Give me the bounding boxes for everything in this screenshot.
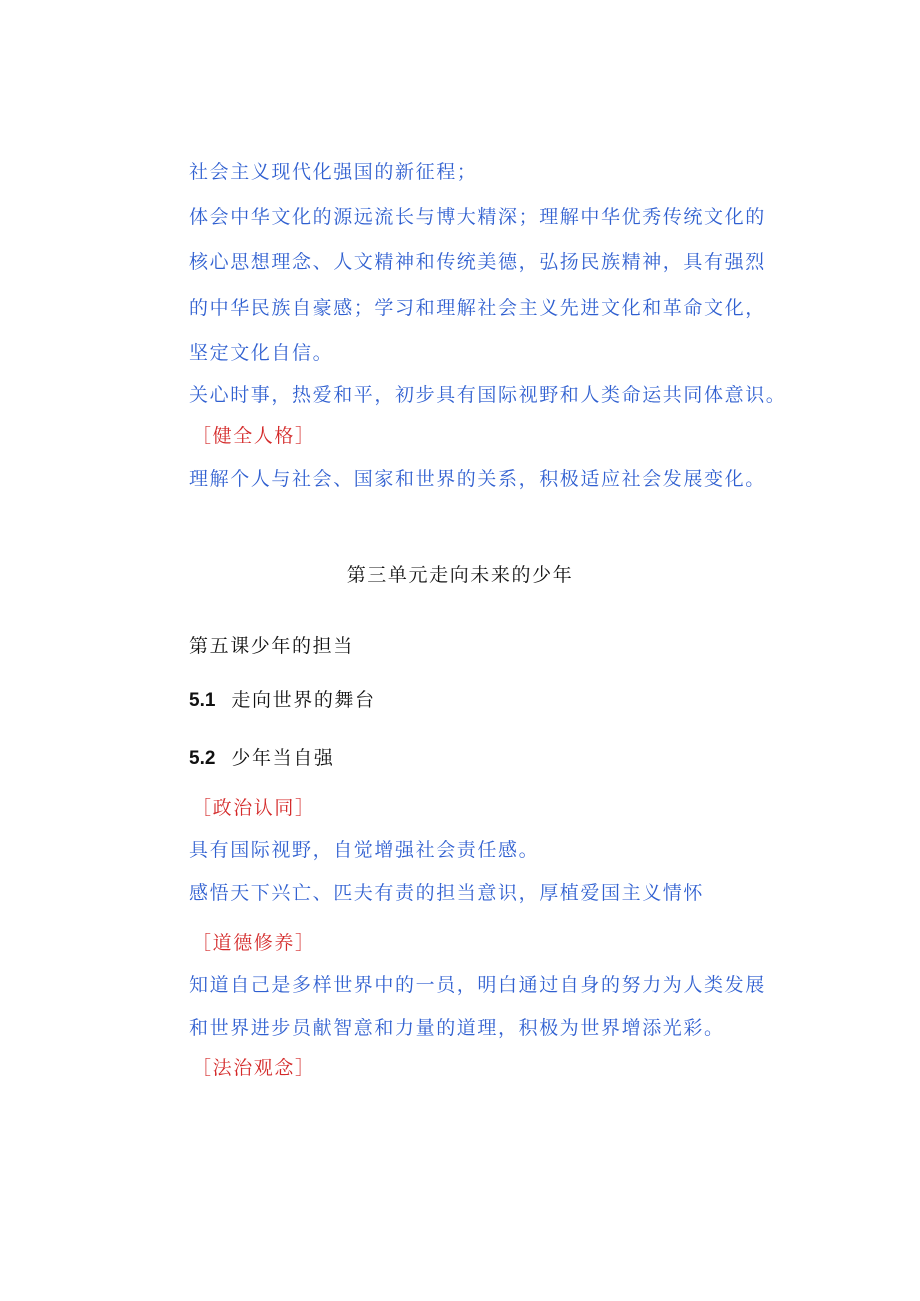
text-line: 具有国际视野，自觉增强社会责任感。	[189, 839, 540, 861]
text-line: 和世界进步员献智意和力量的道理，积极为世界增添光彩。	[189, 1017, 725, 1039]
section-heading-daode: ［道德修养］	[192, 932, 316, 954]
section-heading-jianquan: ［健全人格］	[192, 425, 316, 447]
text-line: 的中华民族自豪感；学习和理解社会主义先进文化和革命文化，	[189, 297, 766, 319]
text-line: 感悟天下兴亡、匹夫有责的担当意识，厚植爱国主义情怀	[189, 882, 705, 904]
unit-title: 第三单元走向未来的少年	[346, 564, 574, 586]
section-title: 少年当自强	[231, 747, 335, 769]
section-heading-zhengzhi: ［政治认同］	[192, 797, 316, 819]
section-heading-fazhi: ［法治观念］	[192, 1057, 316, 1079]
section-heading	[189, 688, 376, 713]
text-line: 社会主义现代化强国的新征程；	[189, 161, 478, 183]
section-number: 5.1	[189, 690, 216, 711]
text-line: 体会中华文化的源远流长与博大精深；理解中华优秀传统文化的	[189, 206, 766, 228]
section-number: 5.2	[189, 748, 216, 769]
text-line: 坚定文化自信。	[189, 342, 334, 364]
section-title: 走向世界的舞台	[231, 689, 376, 711]
text-line: 核心思想理念、人文精神和传统美德，弘扬民族精神，具有强烈	[189, 251, 766, 273]
text-line: 关心时事，热爱和平，初步具有国际视野和人类命运共同体意识。	[189, 384, 787, 406]
text-line: 理解个人与社会、国家和世界的关系，积极适应社会发展变化。	[189, 468, 766, 490]
text-line: 知道自己是多样世界中的一员，明白通过自身的努力为人类发展	[189, 974, 766, 996]
lesson-title: 第五课少年的担当	[189, 635, 354, 657]
section-heading	[189, 746, 334, 771]
